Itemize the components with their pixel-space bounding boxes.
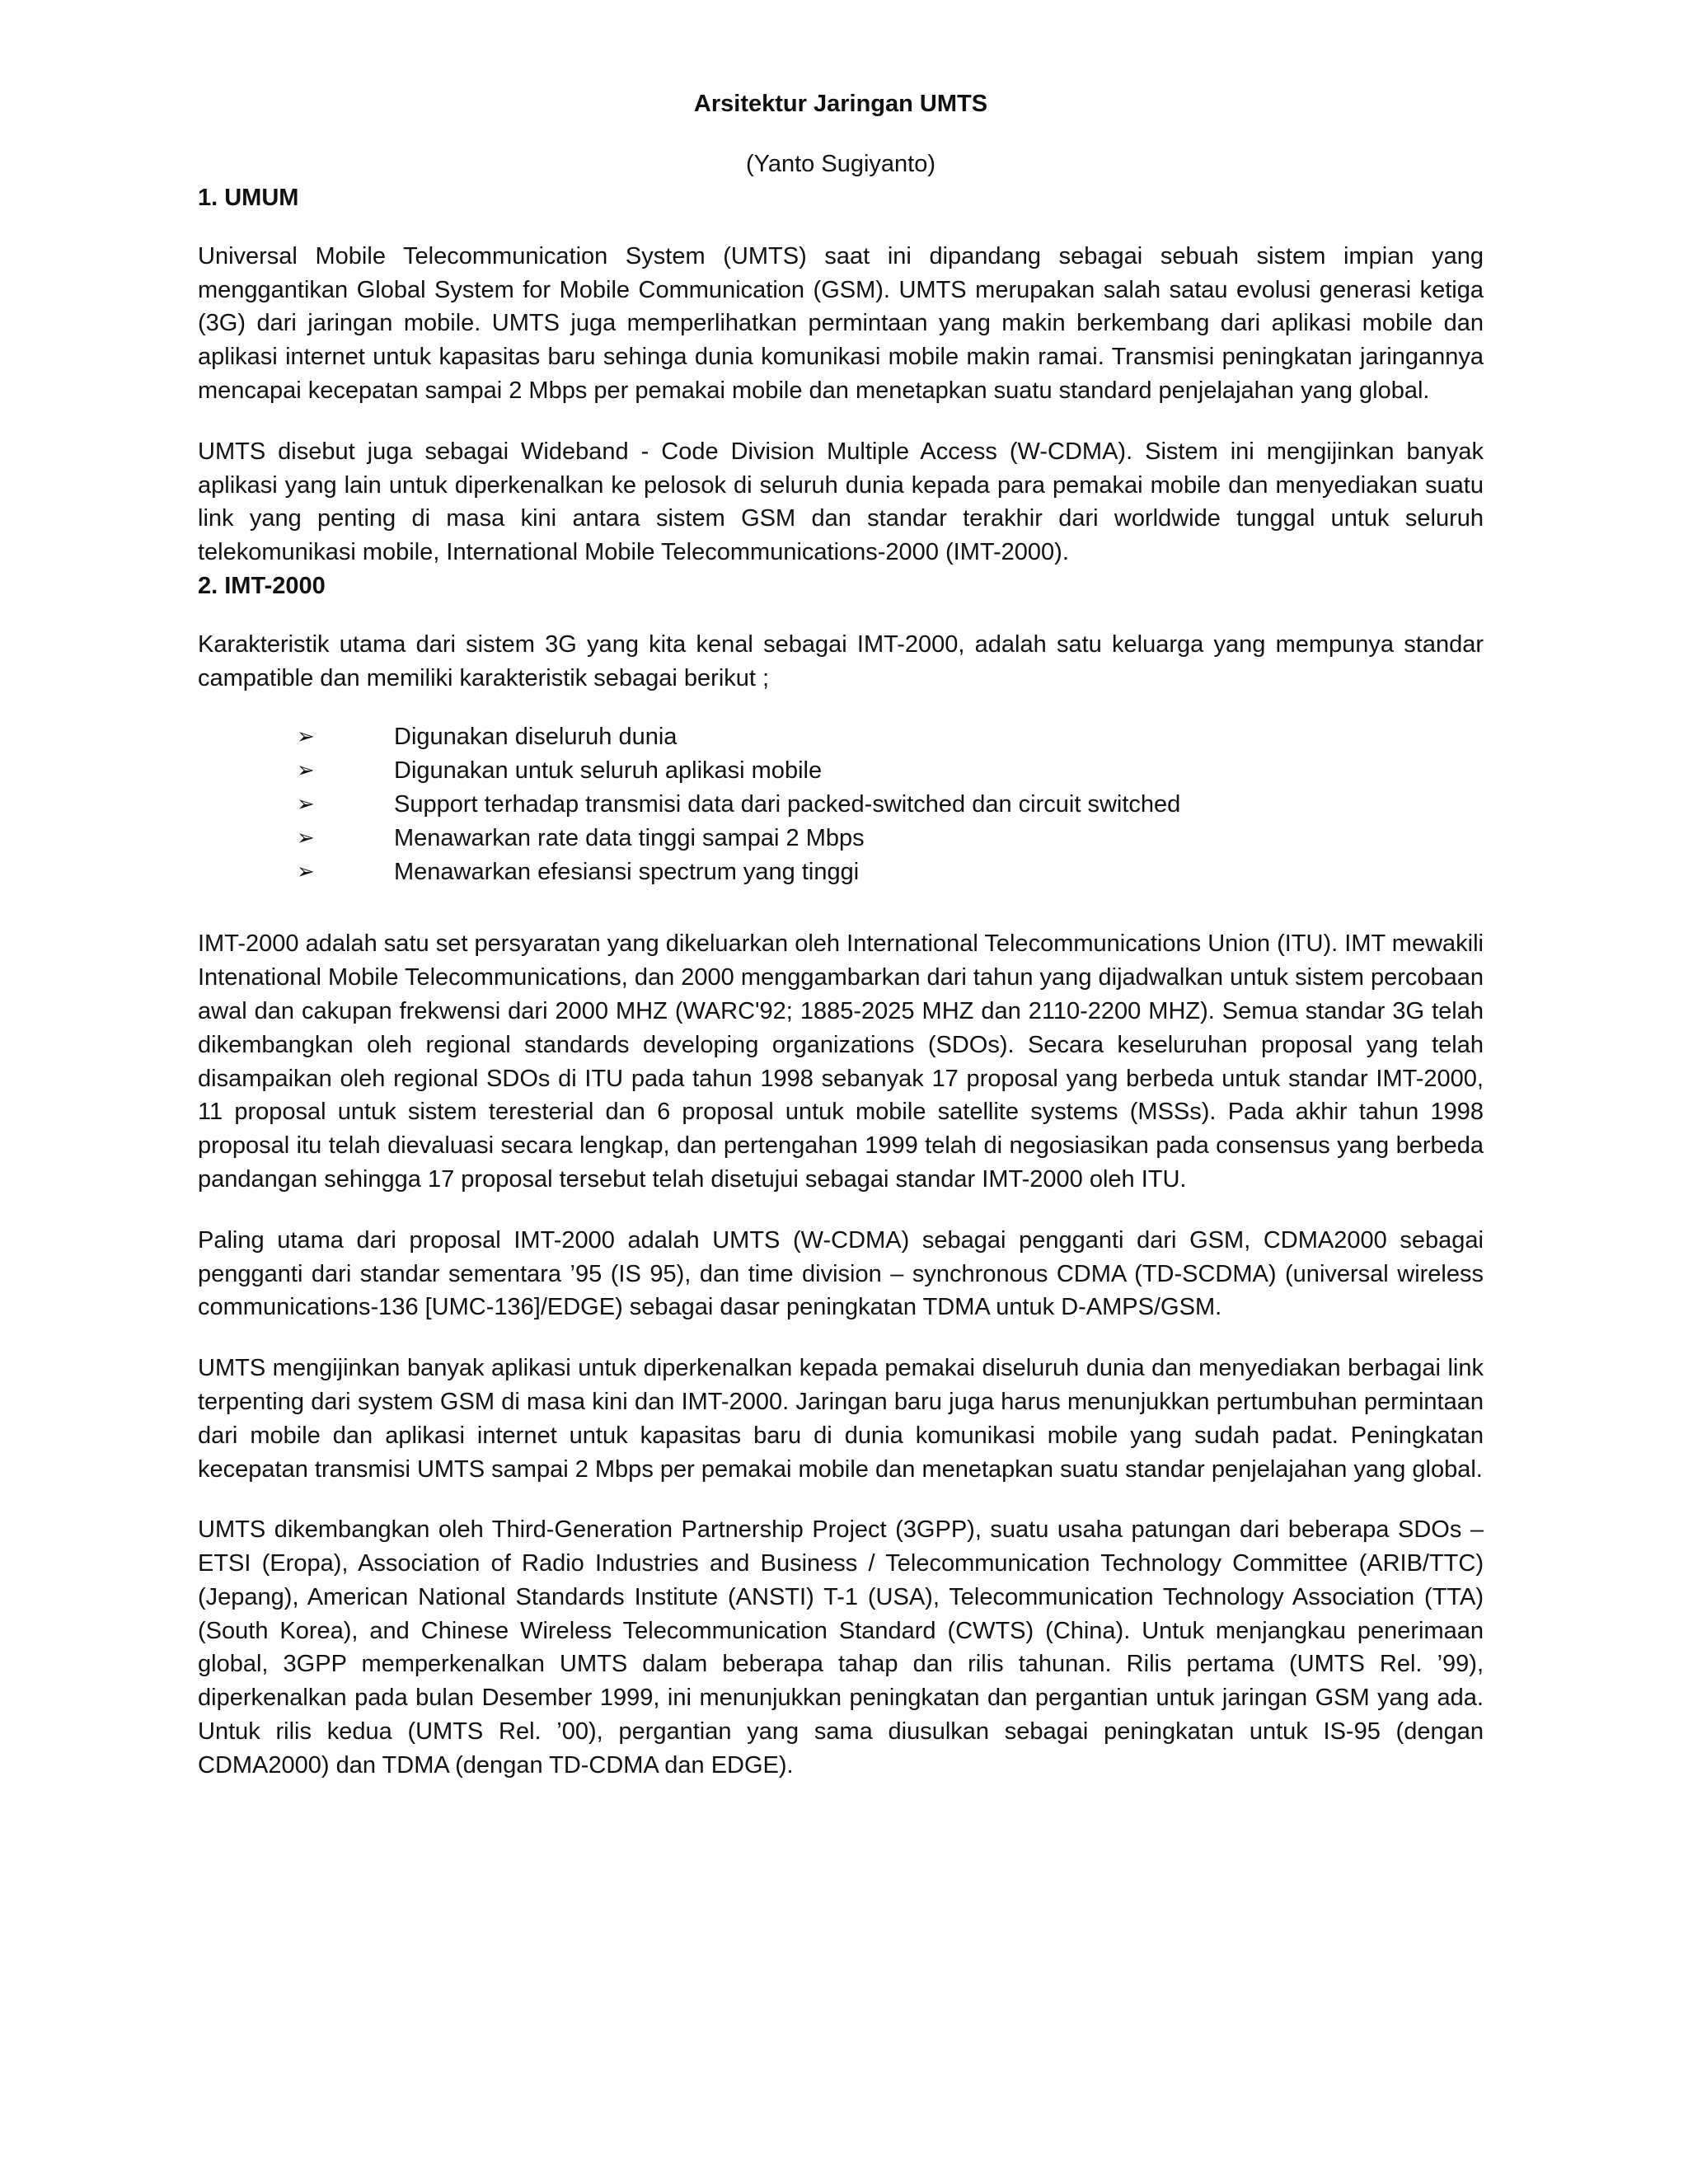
paragraph: UMTS disebut juga sebagai Wideband - Code Division Multiple Access (W-CDMA). Sistem ini mengijinkan banyak aplikasi yang lain untuk diperkenalkan ke pelosok di seluruh dunia kepada para pemakai mobile dan menyediakan suatu link yang penting di masa kini antara sistem GSM dan standar terakhir dari worldwide tunggal untuk seluruh telekomunikasi mobile, International Mobile Telecommunications-2000 (IMT-2000). bbox=[198, 438, 1484, 566]
list-item bbox=[198, 855, 1484, 889]
feature-list bbox=[198, 720, 1484, 888]
section-heading: 1. UMUM bbox=[198, 185, 299, 211]
list-item bbox=[198, 822, 1484, 855]
document-author: (Yanto Sugiyanto) bbox=[746, 151, 935, 177]
paragraph: UMTS dikembangkan oleh Third-Generation Partnership Project (3GPP), suatu usaha patungan dari beberapa SDOs – ETSI (Eropa), Association of Radio Industries and Business / Telecommunication Technology Committee (ARIB/TTC) (Jepang), American National Standards Institute (ANSTI) T-1 (USA), Telecommunication Technology Association (TTA) (South Korea), and Chinese Wireless Telecommunication Standard (CWTS) (China). Untuk menjangkau penerimaan global, 3GPP memperkenalkan UMTS dalam beberapa tahap dan rilis tahunan. Rilis pertama (UMTS Rel. ’99), diperkenalkan pada bulan Desember 1999, ini menunjukkan peningkatan dan pergantian untuk jaringan GSM yang ada. Untuk rilis kedua (UMTS Rel. ’00), pergantian yang sama diusulkan sebagai peningkatan untuk IS-95 (dengan CDMA2000) dan TDMA (dengan TD-CDMA dan EDGE). bbox=[198, 1516, 1484, 1779]
list-item-text: Digunakan diseluruh dunia bbox=[394, 724, 678, 751]
arrowhead-bullet-icon: ➢ bbox=[297, 825, 315, 851]
arrowhead-bullet-icon: ➢ bbox=[297, 791, 315, 817]
list-item-text: Menawarkan rate data tinggi sampai 2 Mbps bbox=[394, 824, 865, 851]
arrowhead-bullet-icon: ➢ bbox=[297, 859, 315, 884]
paragraph: Universal Mobile Telecommunication System (UMTS) saat ini dipandang sebagai sebuah sistem impian yang menggantikan Global System for Mobile Communication (GSM). UMTS merupakan salah satau evolusi generasi ketiga (3G) dari jaringan mobile. UMTS juga memperlihatkan permintaan yang makin berkembang dari aplikasi mobile dan aplikasi internet untuk kapasitas baru sehinga dunia komunikasi mobile makin ramai. Transmisi peningkatan jaringannya mencapai kecepatan sampai 2 Mbps per pemakai mobile dan menetapkan suatu standard penjelajahan yang global. bbox=[198, 242, 1484, 404]
list-item bbox=[198, 754, 1484, 788]
document-title: Arsitektur Jaringan UMTS bbox=[693, 91, 988, 117]
arrowhead-bullet-icon: ➢ bbox=[297, 758, 315, 784]
list-item-text: Digunakan untuk seluruh aplikasi mobile bbox=[394, 757, 823, 785]
section-imt-2000 bbox=[198, 569, 1484, 1783]
list-item-text: Menawarkan efesiansi spectrum yang tinggi bbox=[394, 858, 860, 885]
paragraph: UMTS mengijinkan banyak aplikasi untuk diperkenalkan kepada pemakai diseluruh dunia dan menyediakan berbagai link terpenting dari system GSM di masa kini dan IMT-2000. Jaringan baru juga harus menunjukkan pertumbuhan permintaan dari mobile dan aplikasi internet untuk kapasitas baru di dunia komunikasi mobile yang sudah padat. Peningkatan kecepatan transmisi UMTS sampai 2 Mbps per pemakai mobile dan menetapkan suatu standar penjelajahan yang global. bbox=[198, 1355, 1484, 1483]
section-heading: 2. IMT-2000 bbox=[198, 572, 326, 599]
document-body bbox=[198, 87, 1484, 1783]
list-item bbox=[198, 788, 1484, 822]
paragraph: Karakteristik utama dari sistem 3G yang kita kenal sebagai IMT-2000, adalah satu keluarga yang mempunya standar campatible dan memiliki karakteristik sebagai berikut ; bbox=[198, 630, 1484, 691]
paragraph: IMT-2000 adalah satu set persyaratan yang dikeluarkan oleh International Telecommunications Union (ITU). IMT mewakili Intenational Mobile Telecommunications, dan 2000 menggambarkan dari tahun yang dijadwalkan untuk sistem percobaan awal dan cakupan frekwensi dari 2000 MHZ (WARC'92; 1885-2025 MHZ dan 2110-2200 MHZ). Semua standar 3G telah dikembangkan oleh regional standards developing organizations (SDOs). Secara keseluruhan proposal yang telah disampaikan oleh regional SDOs di ITU pada tahun 1998 sebanyak 17 proposal yang berbeda untuk standar IMT-2000, 11 proposal untuk sistem teresterial dan 6 proposal untuk mobile satellite systems (MSSs). Pada akhir tahun 1998 proposal itu telah dievaluasi secara lengkap, dan pertengahan 1999 telah di negosiasikan pada consensus yang berbeda pandangan sehingga 17 proposal tersebut telah disetujui sebagai standar IMT-2000 oleh ITU. bbox=[198, 930, 1484, 1193]
list-item-text: Support terhadap transmisi data dari packed-switched dan circuit switched bbox=[394, 790, 1181, 818]
arrowhead-bullet-icon: ➢ bbox=[297, 724, 315, 750]
list-item bbox=[198, 720, 1484, 754]
section-umum bbox=[198, 181, 1484, 569]
paragraph: Paling utama dari proposal IMT-2000 adalah UMTS (W-CDMA) sebagai pengganti dari GSM, CDMA2000 sebagai pengganti dari standar sementara ’95 (IS 95), dan time division – synchronous CDMA (TD-SCDMA) (universal wireless communications-136 [UMC-136]/EDGE) sebagai dasar peningkatan TDMA untuk D-AMPS/GSM. bbox=[198, 1226, 1484, 1321]
